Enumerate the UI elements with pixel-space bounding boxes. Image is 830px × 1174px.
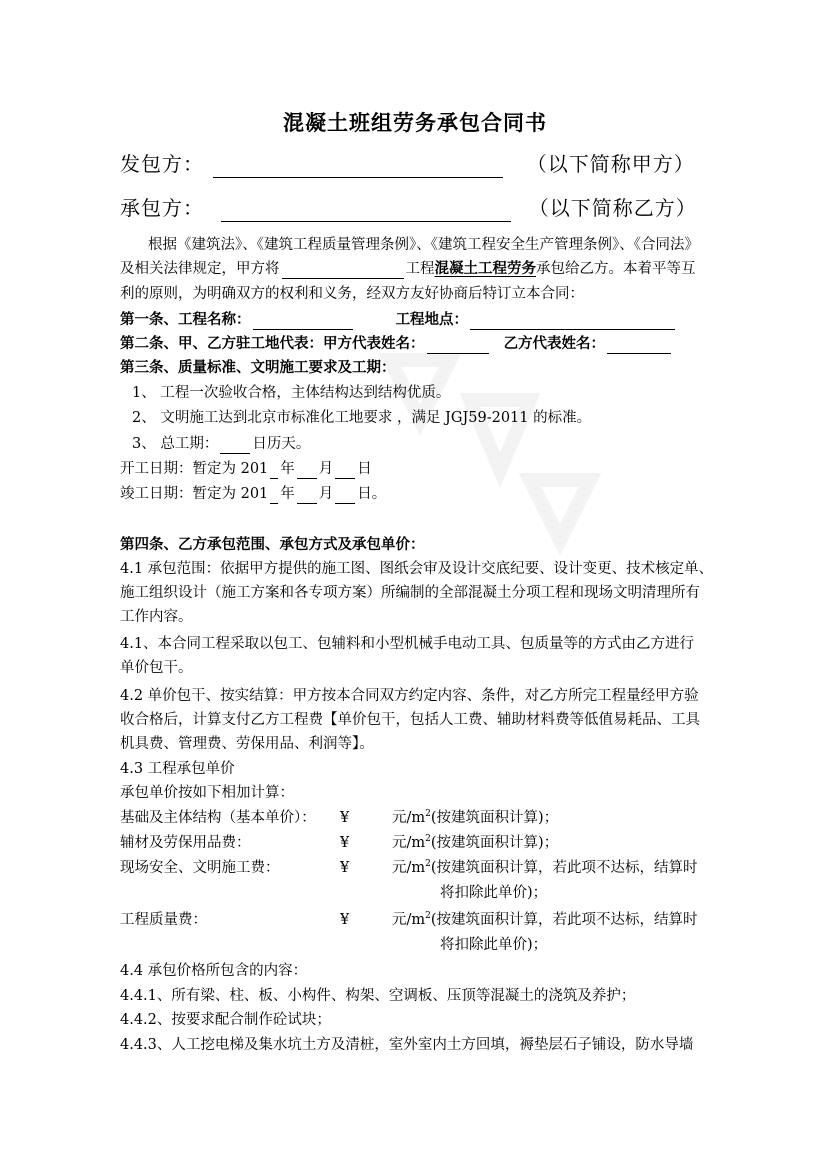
- clause-4-4-1: 4.4.1、所有梁、柱、板、小构件、构架、空调板、压顶等混凝土的浇筑及养护；: [120, 988, 636, 1004]
- clause-4-1b-line-1: 4.1、本合同工程采取以包工、包辅料和小型机械手电动工具、包质量等的方式由乙方进行: [120, 636, 695, 652]
- clause-4-1b-line-2: 单价包干。: [120, 660, 193, 676]
- end-month-blank: [297, 485, 317, 504]
- end-month-unit: 月: [318, 486, 334, 502]
- clause-4-2-line-1: 4.2 单价包干、按实结算：甲方按本合同双方约定内容、条件，对乙方所完工程量经甲方验: [120, 688, 699, 704]
- article-3-heading: 第三条、质量标准、文明施工要求及工期：: [120, 359, 396, 376]
- party-b-label: 承包方：: [120, 196, 204, 220]
- price-row-currency: ¥: [340, 912, 350, 928]
- article-1-label: 第一条、工程名称：: [120, 311, 251, 328]
- duration-label: 3、 总工期：: [132, 436, 219, 452]
- unit-superscript: 2: [425, 809, 431, 819]
- intro-line-2: [120, 259, 696, 279]
- party-a-label: 发包方：: [120, 152, 204, 176]
- price-row-currency: ¥: [340, 835, 350, 851]
- clause-4-1-line-2: 施工组织设计（施工方案和各专项方案）所编制的全部混凝土分项工程和现场文明清理所有: [120, 585, 700, 601]
- price-row-currency: ¥: [340, 860, 350, 876]
- unit-note: (按建筑面积计算)；: [430, 835, 559, 851]
- end-day-unit: 日。: [357, 486, 387, 502]
- price-row-label: 辅材及劳保用品费：: [120, 835, 251, 851]
- price-row-unit: [392, 858, 698, 878]
- project-location-label: 工程地点：: [395, 311, 469, 328]
- intro-text-b: 工程: [405, 261, 435, 277]
- party-b-rep-label: 乙方代表姓名：: [503, 335, 606, 352]
- project-location-blank: [470, 311, 675, 330]
- unit-note: (按建筑面积计算，若此项不达标，结算时: [430, 860, 698, 876]
- party-b-line: [120, 194, 697, 222]
- article-2: [120, 334, 673, 354]
- intro-line-1: 根据《建筑法》、《建筑工程质量管理条例》、《建筑工程安全生产管理条例》、《合同法》: [148, 237, 699, 253]
- unit-superscript: 2: [425, 834, 431, 844]
- unit-text: 元/m: [392, 860, 426, 876]
- start-date-label: 开工日期：暂定为 201: [120, 461, 269, 477]
- unit-superscript: 2: [425, 911, 431, 921]
- price-row-note-cont: 将扣除此单价)；: [440, 885, 548, 901]
- end-day-blank: [335, 485, 355, 504]
- unit-superscript: 2: [425, 859, 431, 869]
- end-year-unit: 年: [280, 486, 295, 502]
- price-row-label: 工程质量费：: [120, 912, 207, 928]
- price-row-note-cont: 将扣除此单价)；: [440, 937, 548, 953]
- unit-note: (按建筑面积计算)；: [430, 810, 559, 826]
- price-row-unit: [392, 910, 698, 930]
- clause-4-1-line-1: 4.1 承包范围：依据甲方提供的施工图、图纸会审及设计交底纪要、设计变更、技术核定单、: [120, 561, 714, 577]
- intro-text-d: 承包给乙方。本着平等互: [536, 261, 696, 277]
- clause-4-2-line-3: 机具费、管理费、劳保用品、利润等】。: [120, 736, 374, 752]
- party-a-rep-blank: [427, 335, 489, 354]
- clause-4-4-2: 4.4.2、按要求配合制作砼试块；: [120, 1012, 331, 1028]
- article-4-heading: 第四条、乙方承包范围、承包方式及承包单价：: [120, 536, 425, 553]
- clause-4-3-subheading: 承包单价按如下相加计算：: [120, 785, 294, 801]
- intro-highlight: 混凝土工程劳务: [434, 260, 536, 277]
- start-date-line: [120, 459, 372, 479]
- article-3-item-3: [132, 434, 310, 454]
- duration-blank: [220, 435, 250, 454]
- start-day-unit: 日: [357, 461, 372, 477]
- project-title-blank: [253, 311, 353, 330]
- price-row-label: 基础及主体结构（基本单价）：: [120, 810, 316, 826]
- duration-unit: 日历天。: [252, 436, 311, 452]
- clause-4-2-line-2: 收合格后，计算支付乙方工程费【单价包干，包括人工费、辅助材料费等低值易耗品、工具: [120, 712, 700, 728]
- party-a-blank: [213, 155, 503, 178]
- start-month-blank: [297, 460, 317, 479]
- end-date-label: 竣工日期：暂定为 201: [120, 486, 269, 502]
- price-row-unit: [392, 808, 558, 828]
- start-month-unit: 月: [318, 461, 334, 477]
- article-2-label: 第二条、甲、乙方驻工地代表：甲方代表姓名：: [120, 335, 425, 352]
- party-b-rep-blank: [607, 335, 671, 354]
- project-name-blank: [282, 260, 404, 279]
- clause-4-3-heading: 4.3 工程承包单价: [120, 761, 235, 777]
- clause-4-4-heading: 4.4 承包价格所包含的内容：: [120, 963, 308, 979]
- party-a-suffix: （以下简称甲方）: [526, 152, 695, 176]
- price-row-unit: [392, 833, 558, 853]
- party-a-line: [120, 150, 695, 178]
- party-b-suffix: （以下简称乙方）: [528, 196, 697, 220]
- end-date-line: [120, 484, 386, 504]
- unit-note: (按建筑面积计算，若此项不达标，结算时: [430, 912, 698, 928]
- unit-text: 元/m: [392, 835, 426, 851]
- clause-4-1-line-3: 工作内容。: [120, 609, 193, 625]
- end-year-blank: [270, 485, 278, 504]
- price-row-label: 现场安全、文明施工费：: [120, 860, 280, 876]
- intro-text-a: 及相关法律规定，甲方将: [120, 261, 280, 277]
- article-1: [120, 310, 677, 330]
- start-year-unit: 年: [280, 461, 295, 477]
- start-year-blank: [270, 460, 278, 479]
- price-row-currency: ¥: [340, 810, 350, 826]
- unit-text: 元/m: [392, 810, 426, 826]
- party-b-blank: [221, 199, 511, 222]
- article-3-item-1: 1、 工程一次验收合格，主体结构达到结构优质。: [132, 385, 451, 401]
- clause-4-4-3: 4.4.3、人工挖电梯及集水坑土方及清桩，室外室内土方回填，褥垫层石子铺设，防水导墙: [120, 1037, 694, 1053]
- article-3-item-2: 2、 文明施工达到北京市标准化工地要求 ，满足 JGJ59-2011 的标准。: [132, 410, 592, 426]
- start-day-blank: [335, 460, 355, 479]
- intro-line-3: 利的原则，为明确双方的权利和义务，经双方友好协商后特订立本合同：: [120, 286, 584, 302]
- unit-text: 元/m: [392, 912, 426, 928]
- document-title: 混凝土班组劳务承包合同书: [283, 110, 547, 135]
